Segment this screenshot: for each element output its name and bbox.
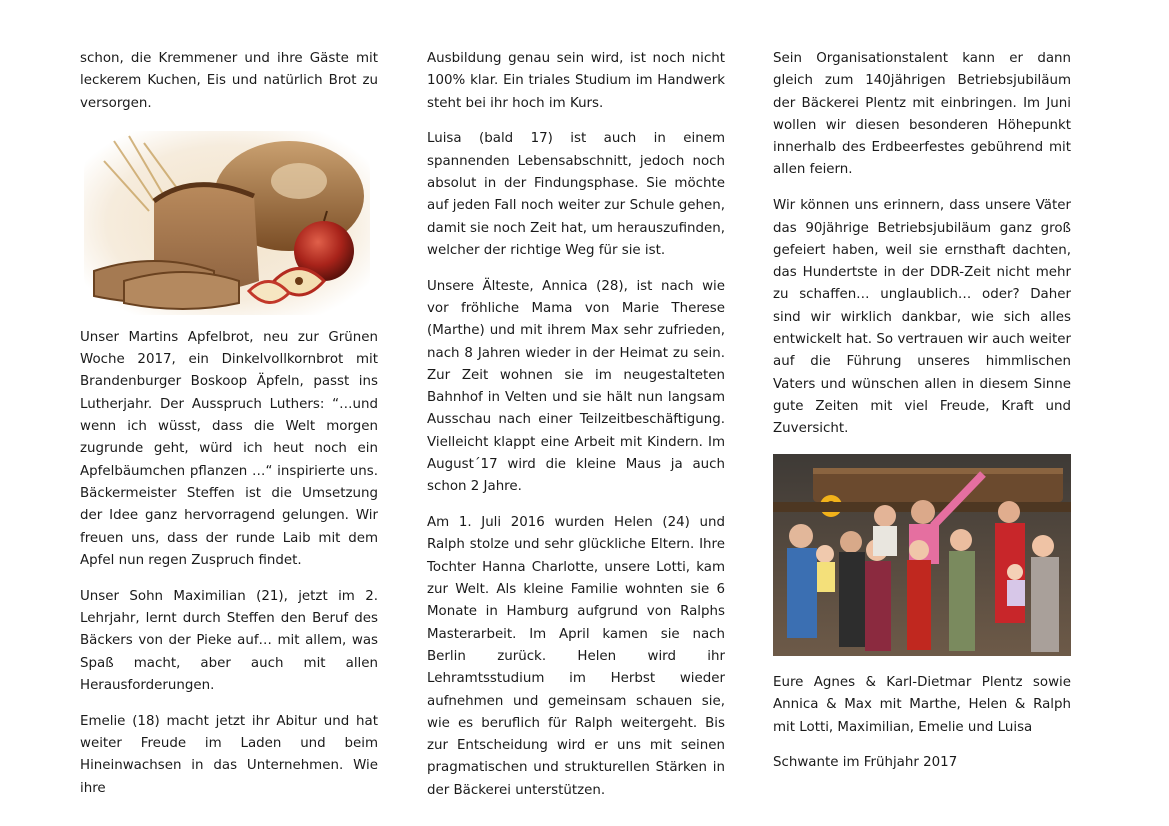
paragraph: Wir können uns erinnern, dass unsere Väter das 90jährige Betriebsjubiläum ganz groß gefeiert haben, weil sie ernsthaft dachten, das Hundertste in der DDR-Zeit nicht mehr zu schaffen… unglaublich… oder? Daher sind wir wirklich dankbar, wie sich alles entwickelt hat. So vertrauen wir auch weiter auf die Führung unseres himmlischen Vaters und wünschen allen in diesem Sinne gute Zeiten mit viel Freude, Kraft und Zuversicht.	[773, 198, 1071, 437]
bread-and-apples-illustration	[84, 131, 370, 315]
paragraph: Luisa (bald 17) ist auch in einem spannenden Lebensabschnitt, jedoch noch absolut in der Findungsphase. Sie möchte auf jeden Fall noch weiter zur Schule gehen, damit sie noch Zeit hat, um herauszufinden, welcher der richtige Weg für sie ist.	[427, 131, 725, 258]
column-right	[773, 48, 1071, 788]
paragraph: Unser Martins Apfelbrot, neu zur Grünen Woche 2017, ein Dinkelvollkornbrot mit Brandenburger Boskoop Äpfeln, passt ins Lutherjahr. Der Ausspruch Luthers: “…und wenn ich wüsst, dass die Welt morgen zugrunde geht, würd ich heut noch ein Apfelbäumchen pflanzen …“ inspirierte uns. Bäckermeister Steffen ist die Umsetzung der Idee ganz hervorragend gelungen. Wir freuen uns, dass der runde Laib mit dem Apfel nun regen Zuspruch findet.	[80, 329, 378, 568]
paragraph: Unser Sohn Maximilian (21), jetzt im 2. Lehrjahr, lernt durch Steffen den Beruf des Bäckers von der Pieke auf… mit allem, was Spaß macht, aber auch mit allen Herausforderungen.	[80, 588, 378, 693]
column-left	[80, 48, 378, 813]
paragraph: Ausbildung genau sein wird, ist noch nicht 100% klar. Ein triales Studium im Handwerk steht bei ihr hoch im Kurs.	[427, 51, 725, 111]
paragraph: Sein Organisationstalent kann er dann gleich zum 140jährigen Betriebsjubiläum der Bäckerei Plentz mit einbringen. Im Juni wollen wir diesen besonderen Höhepunkt innerhalb des Erdbeerfestes gebührend mit allen feiern.	[773, 51, 1071, 178]
paragraph: Emelie (18) macht jetzt ihr Abitur und hat weiter Freude im Laden und beim Hineinwachsen in das Unternehmen. Wie ihre	[80, 713, 378, 796]
bread-photo	[84, 131, 370, 315]
family-photo	[773, 454, 1071, 656]
paragraph: Unsere Älteste, Annica (28), ist nach wie vor fröhliche Mama von Marie Therese (Marthe) und mit ihrem Max sehr zufrieden, nach 8 Jahren wieder in der Heimat zu sein. Zur Zeit wohnen sie im neugestalteten Bahnhof in Velten und sie hält nun langsam Ausschau nach einer Teilzeitbeschäftigung. Vielleicht klappt eine Arbeit mit Kindern. Im August´17 wird die kleine Maus ja auch schon 2 Jahre.	[427, 278, 725, 495]
paragraph: Am 1. Juli 2016 wurden Helen (24) und Ralph stolze und sehr glückliche Eltern. Ihre Tochter Hanna Charlotte, unsere Lotti, kam zur Welt. Als kleine Familie wohnten sie 6 Monate in Hamburg aufgrund von Ralphs Masterarbeit. Im April kamen sie nach Berlin zurück. Helen wird ihr Lehramtsstudium im Herbst wieder aufnehmen und gemeinsam schauen sie, wie es beruflich für Ralph weitergeht. Bis zur Entscheidung wird er uns mit seinen pragmatischen und strukturellen Stärken in der Bäckerei unterstützen.	[427, 515, 725, 798]
place-and-date: Schwante im Frühjahr 2017	[773, 755, 958, 771]
family-group-illustration	[773, 454, 1071, 656]
paragraph: schon, die Kremmener und ihre Gäste mit leckerem Kuchen, Eis und natürlich Brot zu versorgen.	[80, 51, 378, 111]
signature-text: Eure Agnes & Karl-Dietmar Plentz sowie Annica & Max mit Marthe, Helen & Ralph mit Lotti, Maximilian, Emelie und Luisa	[773, 675, 1071, 735]
column-middle	[427, 48, 725, 816]
